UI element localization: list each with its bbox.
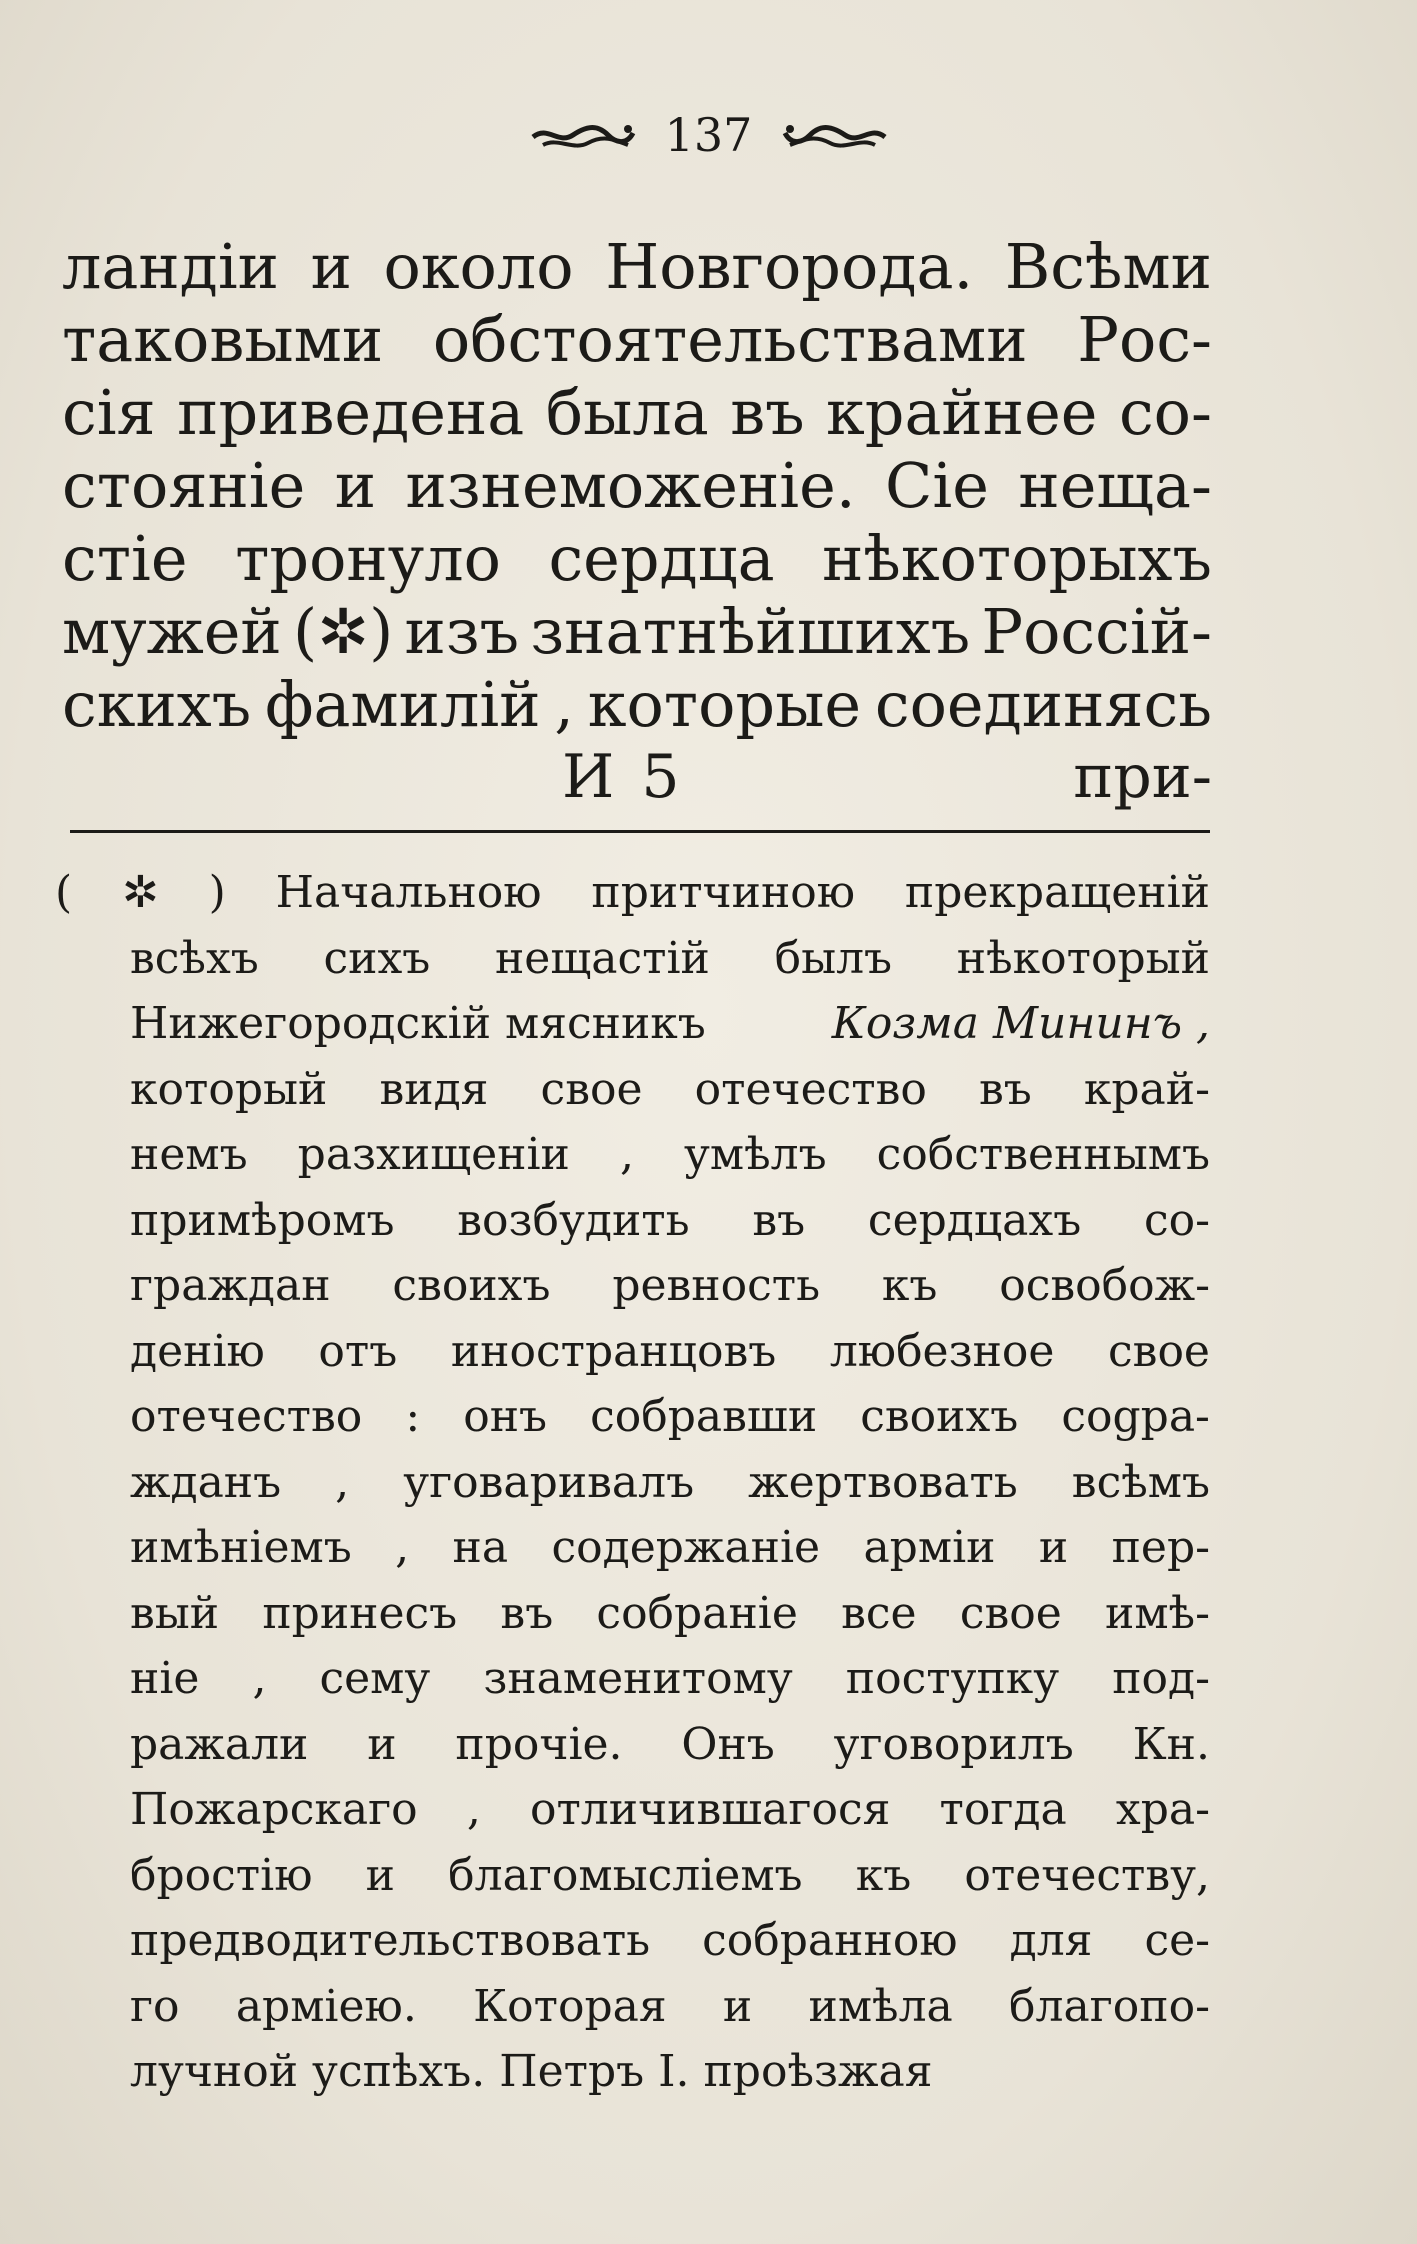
word: , [335, 1456, 350, 1508]
word: и [367, 1718, 397, 1770]
word: предводительствовать [130, 1915, 651, 1966]
word: таковыми [62, 303, 384, 376]
word: собраніе [596, 1587, 798, 1639]
italic-name: Козма Мининъ , [831, 998, 1210, 1049]
word: ражали [130, 1718, 309, 1770]
word: изнеможеніе. [405, 449, 856, 522]
word: имѣ- [1105, 1587, 1210, 1639]
footnote-line [55, 926, 1210, 992]
word: онъ [463, 1391, 548, 1442]
page-number: 137 [664, 108, 753, 162]
footnote-line [55, 1384, 1210, 1450]
word: крайнее [826, 376, 1098, 449]
word: всѣмъ [1071, 1456, 1210, 1508]
word: отечество [130, 1391, 363, 1442]
word: арміею. [235, 1980, 417, 2032]
footnote-line: Нижегородскій мясникъ Козма Мининъ , [55, 991, 1210, 1057]
footnote-line [55, 1974, 1210, 2040]
word: былъ [774, 932, 893, 984]
main-line [62, 595, 1212, 668]
main-text [62, 230, 1212, 814]
word: Кн. [1132, 1718, 1210, 1770]
footnote-line [55, 1450, 1210, 1516]
word: Россій- [981, 595, 1212, 668]
footnote-line [55, 1253, 1210, 1319]
word: которые [587, 668, 862, 741]
word: стояніе [62, 449, 306, 522]
footnote-line [55, 1057, 1210, 1123]
word: Всѣми [1004, 230, 1212, 303]
footnote-line [55, 1188, 1210, 1254]
word: сердцахъ [867, 1194, 1082, 1246]
footnote-line [55, 1712, 1210, 1778]
word: уговорилъ [833, 1718, 1074, 1770]
word: пер- [1111, 1522, 1210, 1573]
word: отечество [694, 1063, 927, 1115]
word: ( [55, 867, 73, 918]
word: все [841, 1587, 917, 1639]
word: ревность [612, 1260, 821, 1311]
word: который [130, 1063, 328, 1115]
word: содержаніе [551, 1522, 821, 1573]
word: жданъ [130, 1456, 282, 1508]
word: въ [979, 1063, 1032, 1115]
word: и [1038, 1522, 1069, 1573]
word: сія [62, 376, 156, 449]
word: сихъ [323, 932, 431, 984]
footnote-line [55, 860, 1210, 926]
word: имѣла [808, 1980, 953, 2032]
word: примѣромъ [130, 1194, 395, 1246]
word: арміи [863, 1522, 996, 1573]
word: притчиною [591, 867, 856, 918]
word: ландіи [62, 230, 279, 303]
right-ornament-icon [780, 115, 890, 155]
word: сердца [548, 522, 775, 595]
word: фамилій [264, 668, 541, 741]
word: въ [730, 376, 805, 449]
word: под- [1112, 1653, 1210, 1704]
word: и [365, 1849, 395, 1901]
word: , [466, 1784, 481, 1835]
footnote-rule [70, 830, 1210, 833]
word: вый [130, 1587, 220, 1639]
main-line [62, 668, 1212, 741]
word: тронуло [235, 522, 501, 595]
footnote-line [55, 1581, 1210, 1647]
footnote-line [55, 1843, 1210, 1909]
word: приведена [177, 376, 525, 449]
word: своихъ [860, 1391, 1019, 1442]
word: изъ [404, 595, 520, 668]
word: нѣкоторыхъ [822, 522, 1212, 595]
word: собравши [590, 1391, 818, 1442]
word: Которая [473, 1980, 667, 2032]
word: денію [130, 1325, 265, 1377]
word: , [252, 1653, 267, 1704]
footnote-line [55, 1122, 1210, 1188]
word: Сіе [884, 449, 989, 522]
word: освобож- [999, 1260, 1210, 1311]
main-line [62, 303, 1212, 376]
footnote-line [55, 1908, 1210, 1974]
word: го [130, 1980, 180, 2032]
word: прочіе. [455, 1718, 623, 1770]
word: обстоятельствами [432, 303, 1028, 376]
word: ✲ [121, 867, 159, 918]
main-line [62, 449, 1212, 522]
word: и [334, 449, 377, 522]
word: была [545, 376, 709, 449]
word: немъ [130, 1129, 248, 1180]
word: знаменитому [483, 1653, 793, 1704]
word: возбудить [457, 1194, 690, 1246]
page-header [0, 108, 1417, 178]
word: Начальною [275, 867, 542, 918]
word: граждан [130, 1260, 331, 1311]
word: имѣніемъ [130, 1522, 352, 1573]
word: тогда [939, 1784, 1067, 1835]
signature-line [62, 741, 1212, 814]
word: для [1009, 1915, 1093, 1966]
word: (✲) [292, 595, 394, 668]
word: и [722, 1980, 753, 2032]
word: иностранцовъ [450, 1325, 777, 1377]
word: со- [1143, 1194, 1210, 1246]
word: благомысліемъ [448, 1849, 803, 1901]
word: знатнѣйшихъ [530, 595, 971, 668]
footnote-line [55, 1319, 1210, 1385]
footnote-line [55, 1646, 1210, 1712]
word: собственнымъ [876, 1129, 1210, 1180]
word: около [383, 230, 574, 303]
footnote-line: лучной успѣхъ. Петръ I. проѣзжая [130, 2046, 933, 2097]
word: свое [540, 1063, 643, 1115]
word: сogра- [1061, 1391, 1210, 1442]
word: се- [1144, 1915, 1210, 1966]
main-line [62, 522, 1212, 595]
footnote [55, 860, 1210, 2105]
word: хра- [1115, 1784, 1210, 1835]
main-line [62, 230, 1212, 303]
word: прекращеній [904, 867, 1210, 918]
signature-mark: И 5 [562, 742, 684, 812]
footnote-line [55, 1777, 1210, 1843]
word: собранною [702, 1915, 958, 1966]
word: край- [1083, 1063, 1210, 1115]
footnote-line [55, 1515, 1210, 1581]
word: къ [881, 1260, 938, 1311]
word: Онъ [681, 1718, 775, 1770]
word: благопо- [1009, 1980, 1210, 2032]
word: въ [752, 1194, 806, 1246]
word: любезное [829, 1325, 1055, 1377]
word: нѣкоторый [956, 932, 1210, 984]
word: сему [319, 1653, 431, 1704]
word: , [619, 1129, 634, 1180]
word: стіе [62, 522, 188, 595]
word: , [554, 668, 574, 741]
word: свое [1108, 1325, 1210, 1377]
word: свое [959, 1587, 1062, 1639]
word: со- [1118, 376, 1212, 449]
word: уговаривалъ [403, 1456, 695, 1508]
main-line [62, 376, 1212, 449]
word: жертвовать [748, 1456, 1018, 1508]
word: отличившагося [529, 1784, 891, 1835]
word: къ [855, 1849, 912, 1901]
word: Новгорода. [605, 230, 974, 303]
word: разхищеніи [297, 1129, 570, 1180]
word: скихъ [62, 668, 252, 741]
word: принесъ [262, 1587, 458, 1639]
word: всѣхъ [130, 932, 259, 984]
word: ніе [130, 1653, 200, 1704]
word: умѣлъ [684, 1129, 827, 1180]
catchword: при- [1073, 742, 1212, 812]
word: бростію [130, 1849, 313, 1901]
word: поступку [845, 1653, 1060, 1704]
word: и [310, 230, 352, 303]
word: Рос- [1077, 303, 1212, 376]
word: ) [208, 867, 226, 918]
left-ornament-icon [528, 115, 638, 155]
word: нещa- [1018, 449, 1212, 522]
word: видя [379, 1063, 489, 1115]
word: : [405, 1391, 421, 1442]
word: отечеству, [964, 1849, 1210, 1901]
word: , [395, 1522, 410, 1573]
word: на [452, 1522, 509, 1573]
word: своихъ [392, 1260, 551, 1311]
word: нещастій [494, 932, 710, 984]
word: Пожарскаго [130, 1784, 418, 1835]
word: отъ [318, 1325, 398, 1377]
word: мужей [62, 595, 282, 668]
word: въ [500, 1587, 554, 1639]
word: соединясь [874, 668, 1212, 741]
